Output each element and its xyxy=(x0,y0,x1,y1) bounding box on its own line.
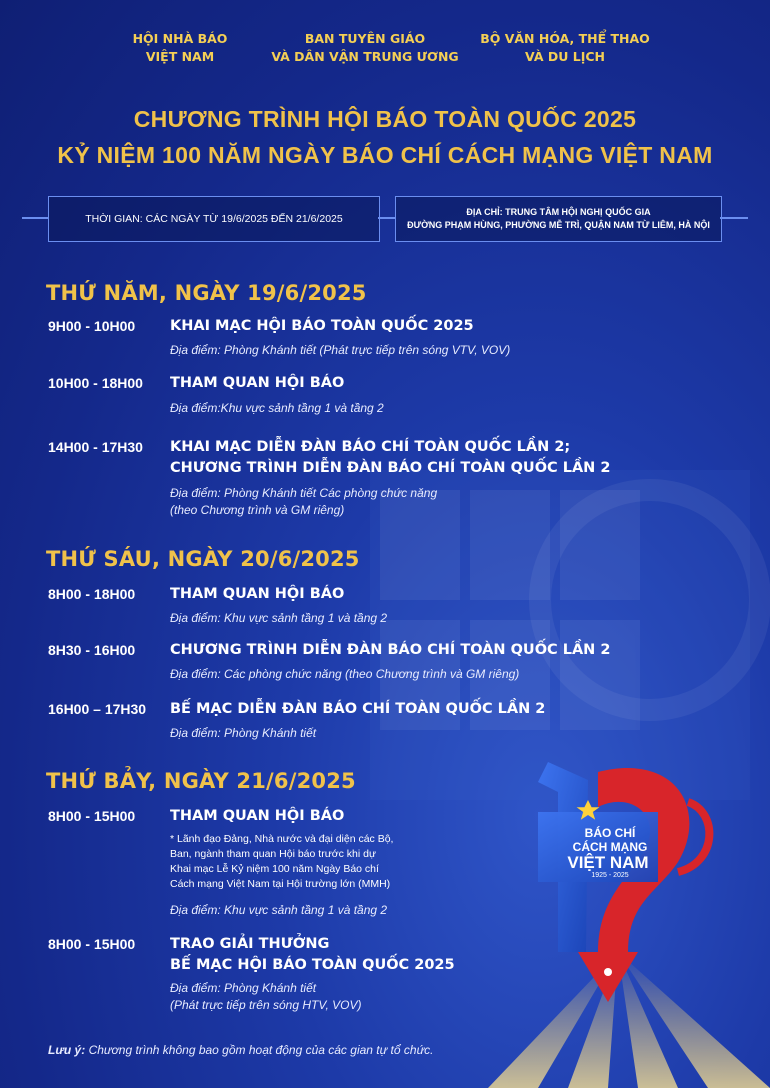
day-heading: THỨ BẢY, NGÀY 21/6/2025 xyxy=(46,769,356,793)
address-info-box xyxy=(395,196,722,242)
organizers-header xyxy=(0,30,770,70)
divider-left xyxy=(22,217,48,219)
centenary-emblem-logo xyxy=(478,752,770,1088)
event-title: KHAI MẠC DIỄN ĐÀN BÁO CHÍ TOÀN QUỐC LẦN 2; CHƯƠNG TRÌNH DIỄN ĐÀN BÁO CHÍ TOÀN QUỐC LẦN 2 xyxy=(170,439,611,476)
day-heading: THỨ NĂM, NGÀY 19/6/2025 xyxy=(46,281,367,305)
event-time: 10H00 - 18H00 xyxy=(48,375,143,391)
divider-middle xyxy=(378,217,395,219)
footnote-text: Chương trình không bao gồm hoạt động của các gian tự tổ chức. xyxy=(85,1043,434,1057)
event-title: THAM QUAN HỘI BÁO xyxy=(170,375,345,391)
event-location: Địa điểm: Phòng Khánh tiết Các phòng chức năng (theo Chương trình và GM riêng) xyxy=(170,486,438,517)
event-location: Địa điểm: Phòng Khánh tiết (Phát trực tiếp trên sóng HTV, VOV) xyxy=(170,981,362,1012)
page-title-line2: KỶ NIỆM 100 NĂM NGÀY BÁO CHÍ CÁCH MẠNG VIỆT NAM xyxy=(57,142,713,168)
event-time: 8H00 - 18H00 xyxy=(48,586,136,602)
event-note: * Lãnh đạo Đảng, Nhà nước và đại diện các Bộ, Ban, ngành tham quan Hội báo trước khi dự Khai mạc Lễ Kỷ niệm 100 năm Ngày Báo chí Cách mạng Việt Nam tại Hội trường lớn (MMH) xyxy=(170,833,394,890)
address-line2: ĐƯỜNG PHẠM HÙNG, PHƯỜNG MỄ TRÌ, QUẬN NAM TỪ LIÊM, HÀ NỘI xyxy=(407,220,710,230)
event-title: BẾ MẠC DIỄN ĐÀN BÁO CHÍ TOÀN QUỐC LẦN 2 xyxy=(170,701,546,717)
event-time: 14H00 - 17H30 xyxy=(48,439,143,455)
footnote-label: Lưu ý: xyxy=(48,1043,86,1057)
address-line1: ĐỊA CHỈ: TRUNG TÂM HỘI NGHỊ QUỐC GIA xyxy=(466,207,651,217)
time-info-text: THỜI GIAN: CÁC NGÀY TỪ 19/6/2025 ĐẾN 21/6/2025 xyxy=(85,213,343,225)
organizer-hoi-nha-bao: HỘI NHÀ BÁO VIỆT NAM xyxy=(132,31,228,64)
event-title: TRAO GIẢI THƯỞNG BẾ MẠC HỘI BÁO TOÀN QUỐC 2025 xyxy=(170,936,455,973)
event-title: CHƯƠNG TRÌNH DIỄN ĐÀN BÁO CHÍ TOÀN QUỐC LẦN 2 xyxy=(170,642,611,658)
footnote xyxy=(48,1042,434,1058)
event-location: Địa điểm: Các phòng chức năng (theo Chương trình và GM riêng) xyxy=(170,667,520,681)
event-location: Địa điểm:Khu vực sảnh tầng 1 và tầng 2 xyxy=(170,401,384,415)
divider-right xyxy=(720,217,748,219)
event-location: Địa điểm: Khu vực sảnh tầng 1 và tầng 2 xyxy=(170,903,388,917)
event-location: Địa điểm: Phòng Khánh tiết (Phát trực tiếp trên sóng VTV, VOV) xyxy=(170,343,511,357)
organizer-ban-tuyen-giao: BAN TUYÊN GIÁO VÀ DÂN VẬN TRUNG ƯƠNG xyxy=(271,31,459,64)
event-time: 16H00 – 17H30 xyxy=(48,701,147,717)
event-location: Địa điểm: Khu vực sảnh tầng 1 và tầng 2 xyxy=(170,611,388,625)
emblem-text-cach-mang: CÁCH MẠNG xyxy=(572,840,648,854)
event-time: 8H00 - 15H00 xyxy=(48,936,136,952)
page-title-line1: CHƯƠNG TRÌNH HỘI BÁO TOÀN QUỐC 2025 xyxy=(133,106,637,132)
organizer-bo-van-hoa: BỘ VĂN HÓA, THỂ THAO VÀ DU LỊCH xyxy=(480,31,650,64)
event-time: 8H00 - 15H00 xyxy=(48,808,136,824)
event-time: 9H00 - 10H00 xyxy=(48,318,136,334)
event-title: KHAI MẠC HỘI BÁO TOÀN QUỐC 2025 xyxy=(170,318,474,334)
emblem-text-bao-chi: BÁO CHÍ xyxy=(584,826,636,840)
emblem-text-viet-nam: VIỆT NAM xyxy=(567,853,649,872)
day-heading: THỨ SÁU, NGÀY 20/6/2025 xyxy=(46,547,360,571)
time-info-box xyxy=(48,196,380,242)
event-time: 8H30 - 16H00 xyxy=(48,642,136,658)
event-title: THAM QUAN HỘI BÁO xyxy=(170,808,345,824)
event-title: THAM QUAN HỘI BÁO xyxy=(170,586,345,602)
event-location: Địa điểm: Phòng Khánh tiết xyxy=(170,726,317,740)
emblem-years: 1925 - 2025 xyxy=(591,872,629,879)
